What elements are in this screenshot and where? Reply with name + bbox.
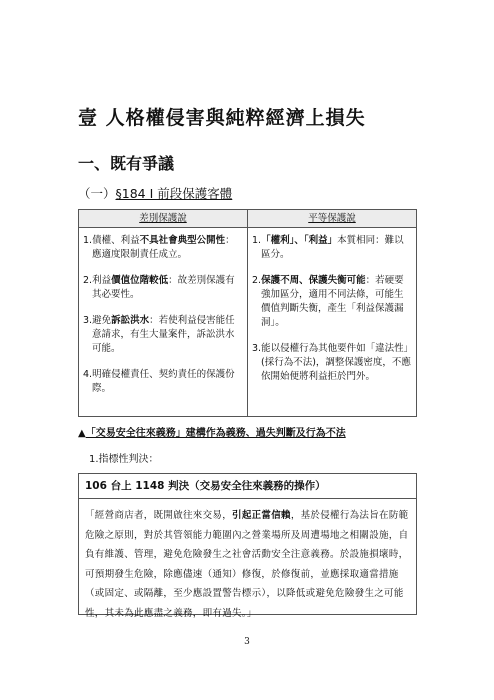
item-emphasis: 訴訟洪水: [111, 315, 150, 326]
subsection-text: §184 I 前段保護客體: [115, 186, 233, 201]
item-number: 2.: [252, 275, 262, 286]
differential-item: [83, 234, 243, 262]
triangle-heading-text: 「交易安全往來義務」建構作為義務、過失判斷及行為不法: [85, 428, 346, 439]
subsection-prefix: （一）: [78, 186, 116, 201]
item-emphasis: 不具社會典型公開性: [139, 235, 226, 246]
case-text: 「經營商店者，既開啟往來交易，: [85, 510, 233, 521]
item-text: 避免: [92, 315, 112, 326]
item-text: ：應適度限制責任成立。: [92, 235, 235, 260]
differential-item: [83, 314, 243, 356]
table-header-differential: 差別保護說: [79, 210, 248, 228]
equal-item: [252, 274, 412, 330]
section-heading: 一、既有爭議: [78, 154, 175, 173]
item-number: 1.: [252, 235, 262, 246]
case-emphasis: 引起正當信賴: [232, 510, 291, 521]
item-text: ：若硬要強加區分，適用不同法條，可能生價值判斷失衡，產生「利益保護漏洞」。: [261, 275, 404, 328]
item-emphasis: 價值位階較低: [111, 275, 169, 286]
table-header-equal: 平等保護說: [248, 210, 417, 228]
differential-item: [83, 368, 243, 396]
page-number: 3: [244, 637, 250, 647]
item-number: 3.: [252, 343, 262, 354]
case-text: 於設施損壞時，可預期發生危險，除應儘速（通知）修復，於修復前，並應採取適當措施（或固定、或隔離，至少應設置警告標示），以降低或避免危險發生之可能性，其未為此應盡之義務，即有過失。」: [85, 549, 409, 619]
item-number: 1.: [83, 235, 93, 246]
subsection-heading: [78, 184, 232, 202]
equal-item: [252, 234, 412, 262]
table-cell-differential: [79, 228, 248, 417]
differential-item: [83, 274, 243, 302]
item-text: 本質相同：難以區分。: [261, 235, 404, 260]
item-text: 債權、利益: [92, 235, 140, 246]
triangle-marker: ▲: [78, 428, 86, 439]
item-number: 3.: [83, 315, 93, 326]
comparison-table: [78, 209, 417, 417]
triangle-heading: [78, 424, 346, 439]
case-text: ，基於侵權行為法旨在防範危險之原則，對於其管領能力範圍內之營業場所及周遭場地之相關設施，自負有維護、管理，避免危險發生之社會活動安全注意義務。: [85, 510, 409, 560]
case-header: 106 台上 1148 判決（交易安全往來義務的操作）: [79, 474, 416, 499]
item-emphasis: 保護不周、保護失衡可能: [261, 275, 366, 286]
page-title: 壹 人格權侵害與純粹經濟上損失: [78, 107, 366, 129]
item-number: 2.: [83, 275, 93, 286]
item-text: 明確侵權責任、契約責任的保護份際。: [92, 369, 235, 394]
table-cell-equal: [248, 228, 417, 417]
item-text: ：若使利益侵害能任意請求，有生大量案件，訴訟洪水可能。: [92, 315, 235, 354]
case-box: [78, 473, 417, 619]
case-body: [79, 499, 416, 623]
item-text: 利益: [92, 275, 112, 286]
item-number: 4.: [83, 369, 93, 380]
item-text: ：故差別保護有其必要性。: [92, 275, 235, 300]
subheading: 1.指標性判決：: [89, 454, 159, 465]
equal-item: [252, 342, 412, 384]
item-emphasis: 「權利」、「利益」: [261, 235, 338, 246]
item-text: 能以侵權行為其他要件如「違法性」(採行為不法)，調整保護密度，不應依開始便將利益拒於門外。: [261, 343, 411, 382]
